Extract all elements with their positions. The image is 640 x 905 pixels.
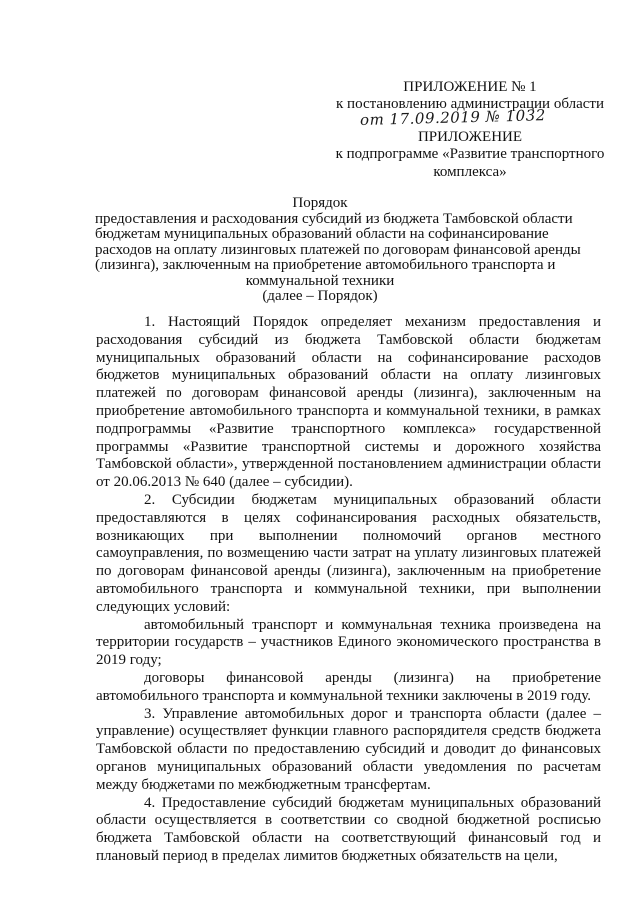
document-heading: Порядок xyxy=(292,195,348,211)
paragraph-4: 4. Предоставление субсидий бюджетам муниципальных образований области осуществляется в соответствии со сводной бюджетной росписью бюджета Тамбовской области на соответствующий финансовый год и плановый период в пределах лимитов бюджетных обязательств на цели, xyxy=(96,794,601,864)
handwritten-date-signature: от 17.09.2019 № 1032 xyxy=(359,106,547,130)
paragraph-1: 1. Настоящий Порядок определяет механизм предоставления и расходования субсидий из бюджета Тамбовской области бюджетам муниципальных образований области на софинансирование расходов бюджетов муниципальных образований области на оплату лизинговых платежей по договорам финансовой аренды (лизинга), заключенным на приобретение автомобильного транспорта и коммунальной техники, в рамках подпрограммы «Развитие транспортного комплекса» государственной программы «Развитие транспортной системы и дорожного хозяйства Тамбовской области», утвержденной постановлением администрации области от 20.06.2013 № 640 (далее – субсидии). xyxy=(96,314,601,491)
title-line: (далее – Порядок) xyxy=(262,288,378,304)
appendix-2-subtitle: к подпрограмме «Развитие транспортного комплекса» xyxy=(335,146,605,180)
appendix-2-title: ПРИЛОЖЕНИЕ xyxy=(417,129,523,145)
title-line: коммунальной техники xyxy=(245,272,395,289)
title-line: расходов на оплату лизинговых платежей по договорам финансовой аренды xyxy=(95,241,581,258)
paragraph-3: 3. Управление автомобильных дорог и транспорта области (далее – управление) осуществляет функции главного распорядителя средств бюджета Тамбовской области по предоставлению субсидий и доводит до финансовых органов муниципальных образований области уведомления по расчетам между бюджетами по межбюджетным трансфертам. xyxy=(96,705,601,793)
title-line: предоставления и расходования субсидий из бюджета Тамбовской области xyxy=(95,210,573,227)
title-line: бюджетам муниципальных образований области на софинансирование xyxy=(95,226,549,242)
paragraph-2-condition-2: договоры финансовой аренды (лизинга) на приобретение автомобильного транспорта и коммунальной техники заключены в 2019 году. xyxy=(96,669,601,704)
document-title-block xyxy=(95,195,581,305)
paragraph-2-condition-1: автомобильный транспорт и коммунальная техника произведена на территории государств – участников Единого экономического пространства в 2019 году; xyxy=(96,616,601,669)
appendix-1-subtitle: к постановлению администрации области xyxy=(336,96,604,112)
title-line: (лизинга), заключенным на приобретение автомобильного транспорта и xyxy=(95,257,556,273)
document-body xyxy=(96,314,601,866)
paragraph-2: 2. Субсидии бюджетам муниципальных образований области предоставляются в целях софинансирования расходных обязательств, возникающих при выполнении полномочий органов местного самоуправления, по возмещению части затрат на уплату лизинговых платежей по договорам финансовой аренды (лизинга), заключенным на приобретение автомобильного транспорта и коммунальной техники, при выполнении следующих условий: xyxy=(96,491,601,615)
appendix-1-title: ПРИЛОЖЕНИЕ № 1 xyxy=(403,79,537,95)
